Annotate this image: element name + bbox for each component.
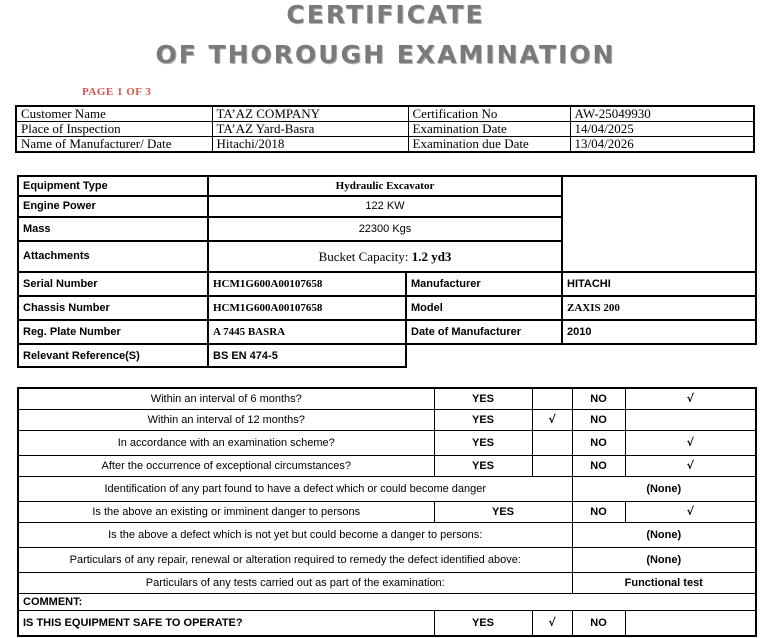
no-label: NO	[572, 410, 625, 431]
no-label: NO	[572, 502, 625, 523]
reference-blank	[406, 344, 756, 367]
place-label: Place of Inspection	[16, 122, 212, 137]
yes-label: YES	[434, 388, 532, 410]
no-check-cell	[625, 611, 756, 637]
no-check-mark: √	[625, 456, 756, 477]
table-row	[18, 548, 756, 573]
no-label: NO	[572, 388, 625, 410]
attachments-prefix: Bucket Capacity:	[318, 249, 412, 264]
no-label: NO	[572, 431, 625, 456]
table-row	[18, 344, 756, 367]
no-label: NO	[572, 456, 625, 477]
question-defect-identification: Identification of any part found to have a defect which or could become danger	[18, 477, 572, 502]
question-future-danger: Is the above a defect which is not yet but could become a danger to persons:	[18, 523, 572, 548]
yes-label: YES	[434, 611, 532, 637]
repair-answer: (None)	[572, 548, 756, 573]
manufacturer-date-value: Hitachi/2018	[212, 137, 408, 153]
due-date-value: 13/04/2026	[570, 137, 754, 153]
reference-label: Relevant Reference(S)	[18, 344, 208, 367]
safe-to-operate-label: IS THIS EQUIPMENT SAFE TO OPERATE?	[18, 611, 434, 637]
table-row	[18, 573, 756, 594]
chassis-number-value: HCM1G600A00107658	[208, 296, 406, 320]
exam-date-label: Examination Date	[408, 122, 570, 137]
serial-number-value: HCM1G600A00107658	[208, 272, 406, 296]
no-check-cell	[625, 410, 756, 431]
table-row	[18, 296, 756, 320]
chassis-number-label: Chassis Number	[18, 296, 208, 320]
table-row	[18, 594, 756, 611]
table-row	[18, 176, 756, 196]
question-6-months: Within an interval of 6 months?	[18, 388, 434, 410]
question-imminent-danger: Is the above an existing or imminent danger to persons	[18, 502, 434, 523]
tests-answer: Functional test	[572, 573, 756, 594]
certificate-title-line2: OF THOROUGH EXAMINATION	[155, 40, 616, 69]
question-tests-carried-out: Particulars of any tests carried out as part of the examination:	[18, 573, 572, 594]
question-12-months: Within an interval of 12 months?	[18, 410, 434, 431]
equipment-table	[17, 175, 757, 368]
model-label: Model	[406, 296, 562, 320]
no-check-mark: √	[625, 502, 756, 523]
bucket-capacity: 1.2 yd3	[411, 249, 452, 264]
customer-name-value: TA’AZ COMPANY	[212, 106, 408, 122]
question-repair-particulars: Particulars of any repair, renewal or alteration required to remedy the defect identified above:	[18, 548, 572, 573]
future-danger-answer: (None)	[572, 523, 756, 548]
manufacturer-label: Manufacturer	[406, 272, 562, 296]
table-row	[18, 431, 756, 456]
no-check-mark: √	[625, 388, 756, 410]
plate-number-label: Reg. Plate Number	[18, 320, 208, 344]
engine-power-value: 122 KW	[208, 196, 562, 217]
attachments-label: Attachments	[18, 241, 208, 272]
due-date-label: Examination due Date	[408, 137, 570, 153]
equipment-type-label: Equipment Type	[18, 176, 208, 196]
place-value: TA’AZ Yard-Basra	[212, 122, 408, 137]
table-row	[18, 272, 756, 296]
page-label: PAGE 1 OF 3	[82, 86, 152, 98]
question-exceptional: After the occurrence of exceptional circumstances?	[18, 456, 434, 477]
comment-label: COMMENT:	[18, 594, 756, 611]
table-row	[16, 106, 754, 122]
customer-name-label: Customer Name	[16, 106, 212, 122]
question-exam-scheme: In accordance with an examination scheme?	[18, 431, 434, 456]
yes-label: YES	[434, 431, 532, 456]
table-row	[18, 611, 756, 637]
yes-check-mark: √	[532, 410, 572, 431]
no-check-mark: √	[625, 431, 756, 456]
reference-value: BS EN 474-5	[208, 344, 406, 367]
table-row	[18, 477, 756, 502]
customer-info-table	[15, 105, 755, 153]
yes-check-cell	[532, 456, 572, 477]
yes-label: YES	[434, 456, 532, 477]
table-row	[18, 456, 756, 477]
table-row	[18, 410, 756, 431]
certification-no-value: AW-25049930	[570, 106, 754, 122]
defect-answer: (None)	[572, 477, 756, 502]
yes-check-cell	[532, 431, 572, 456]
model-value: ZAXIS 200	[562, 296, 756, 320]
yes-check-mark: √	[532, 611, 572, 637]
yes-label: YES	[434, 410, 532, 431]
engine-power-label: Engine Power	[18, 196, 208, 217]
equipment-type-value: Hydraulic Excavator	[208, 176, 562, 196]
serial-number-label: Serial Number	[18, 272, 208, 296]
exam-date-value: 14/04/2025	[570, 122, 754, 137]
yes-check-cell	[532, 388, 572, 410]
equipment-blank-cell	[562, 176, 756, 272]
plate-number-value: A 7445 BASRA	[208, 320, 406, 344]
certificate-title-line1: CERTIFICATE	[286, 0, 485, 29]
table-row	[18, 523, 756, 548]
table-row	[18, 320, 756, 344]
table-row	[18, 388, 756, 410]
mass-value: 22300 Kgs	[208, 217, 562, 241]
yes-label: YES	[434, 502, 572, 523]
date-of-manufacturer-value: 2010	[562, 320, 756, 344]
table-row	[16, 137, 754, 153]
manufacturer-value: HITACHI	[562, 272, 756, 296]
attachments-value	[208, 241, 562, 272]
examination-table	[17, 387, 757, 637]
date-of-manufacturer-label: Date of Manufacturer	[406, 320, 562, 344]
table-row	[18, 502, 756, 523]
mass-label: Mass	[18, 217, 208, 241]
certification-no-label: Certification No	[408, 106, 570, 122]
table-row	[16, 122, 754, 137]
no-label: NO	[572, 611, 625, 637]
manufacturer-date-label: Name of Manufacturer/ Date	[16, 137, 212, 153]
